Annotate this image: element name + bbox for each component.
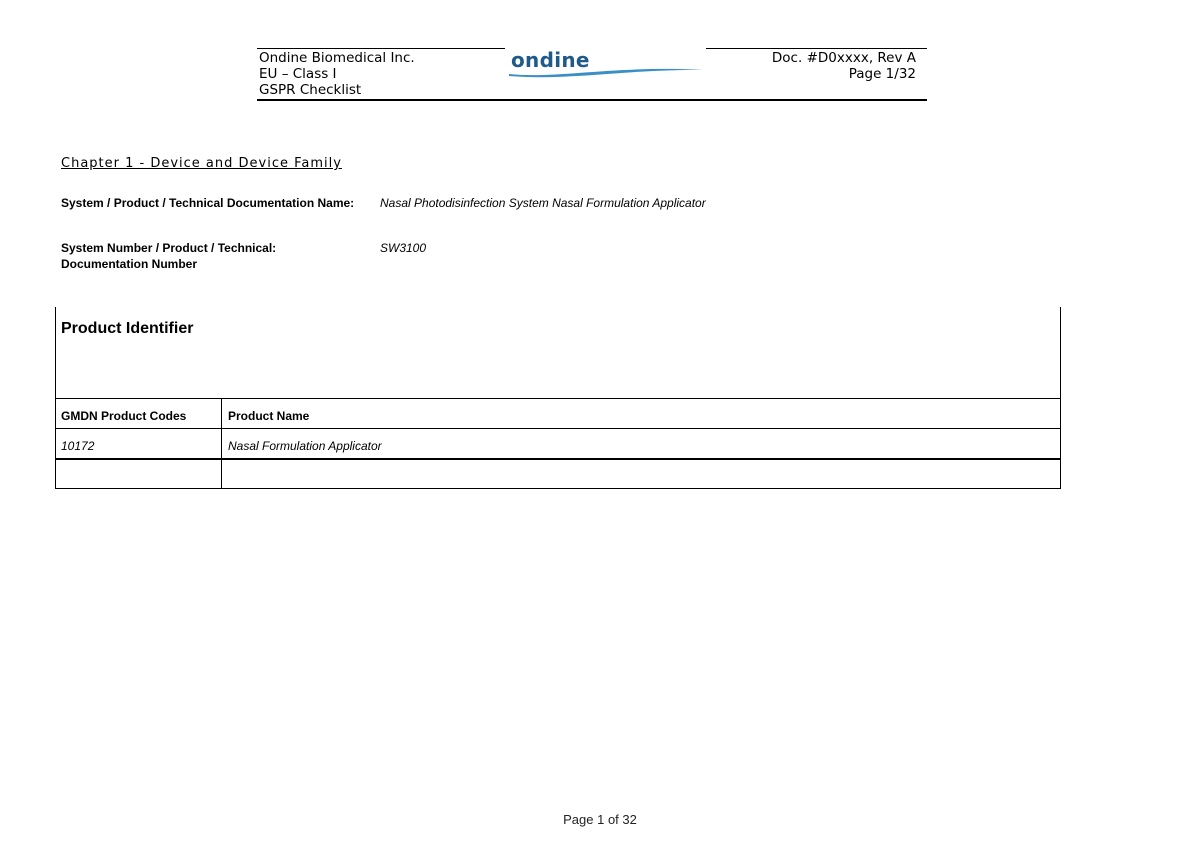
document-number: Doc. #D0xxxx, Rev A bbox=[771, 50, 916, 66]
company-name: Ondine Biomedical Inc. bbox=[259, 50, 415, 66]
column-header-product-name: Product Name bbox=[228, 409, 310, 423]
header-left-block bbox=[259, 50, 415, 98]
table-divider bbox=[55, 428, 1061, 429]
column-header-gmdn-codes: GMDN Product Codes bbox=[61, 409, 187, 423]
chapter-title: Chapter 1 - Device and Device Family bbox=[61, 156, 342, 171]
system-name-label: System / Product / Technical Documentation Name: bbox=[61, 196, 355, 210]
table-column-divider bbox=[221, 398, 222, 489]
logo-wordmark: ondine bbox=[511, 48, 590, 72]
system-name-value: Nasal Photodisinfection System Nasal Formulation Applicator bbox=[380, 196, 706, 210]
document-type: GSPR Checklist bbox=[259, 82, 362, 98]
product-identifier-title: Product Identifier bbox=[61, 320, 194, 337]
system-number-value: SW3100 bbox=[380, 241, 427, 255]
header-top-line-right bbox=[706, 48, 927, 49]
ondine-logo bbox=[507, 45, 707, 85]
table-cell-product-name: Nasal Formulation Applicator bbox=[228, 439, 382, 453]
table-bottom-border bbox=[55, 488, 1061, 489]
system-number-label: System Number / Product / Technical: Documentation Number bbox=[61, 241, 277, 271]
product-identifier-table bbox=[55, 307, 1060, 488]
table-divider bbox=[55, 458, 1061, 460]
header-top-line-left bbox=[257, 48, 505, 49]
table-cell-gmdn-code: 10172 bbox=[61, 439, 95, 453]
device-class: EU – Class I bbox=[259, 66, 337, 82]
header-page-number: Page 1/32 bbox=[848, 66, 916, 82]
footer-page-number: Page 1 of 32 bbox=[563, 812, 637, 827]
header-right-block bbox=[706, 50, 916, 82]
header-bottom-line bbox=[257, 99, 927, 101]
table-divider bbox=[55, 398, 1061, 399]
